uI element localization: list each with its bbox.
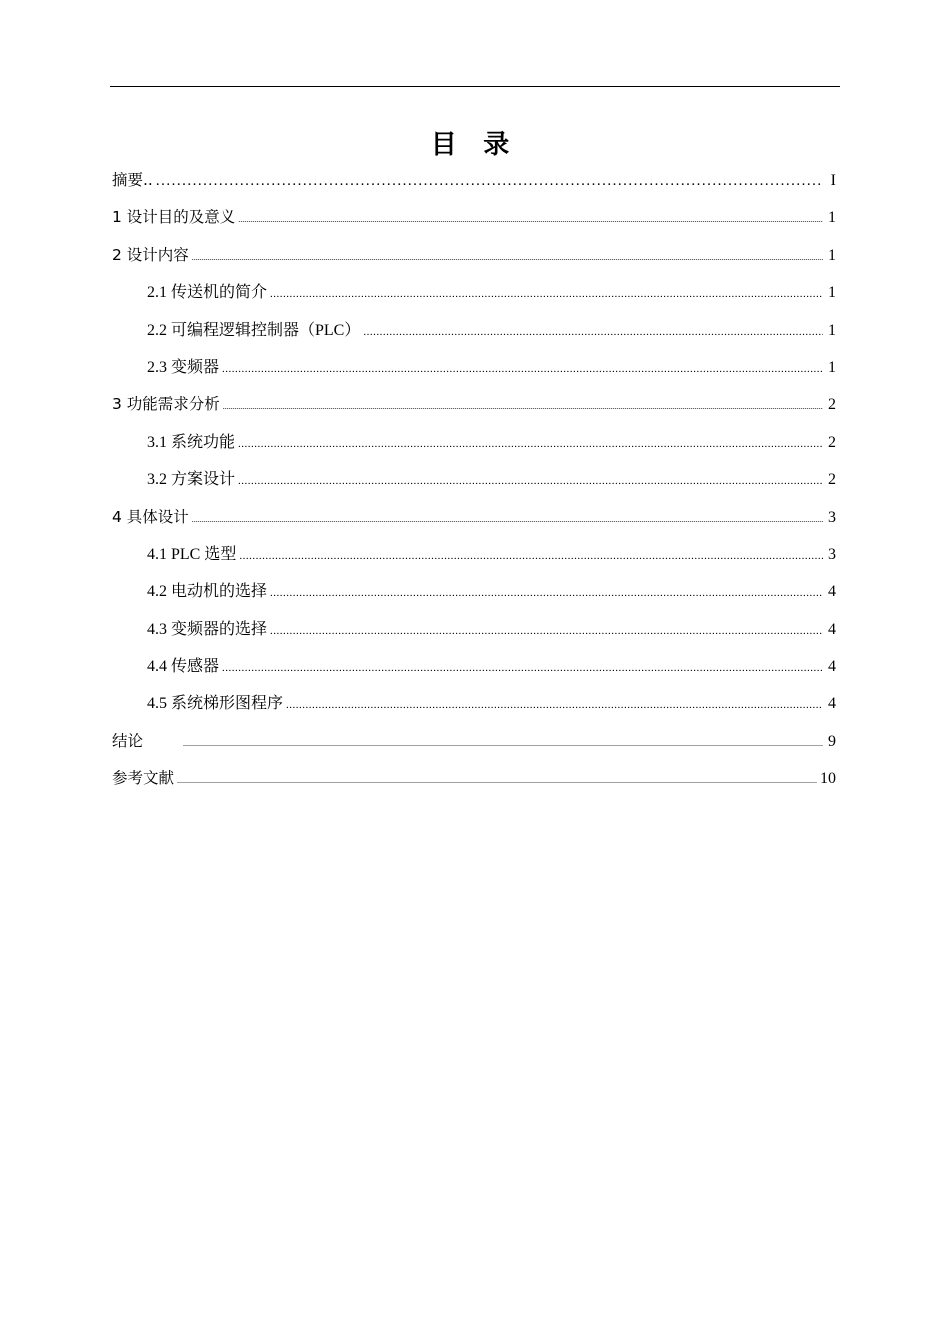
toc-dot-leader bbox=[183, 725, 823, 762]
toc-entry-section-4-3[interactable] bbox=[112, 611, 836, 648]
toc-dot-leader bbox=[238, 426, 823, 463]
toc-entry-label: 4 具体设计 bbox=[112, 507, 189, 526]
toc-entry-section-2[interactable] bbox=[112, 237, 836, 274]
toc-dot-leader bbox=[286, 687, 823, 724]
toc-entry-conclusion[interactable] bbox=[112, 723, 836, 760]
toc-page-number: 3 bbox=[828, 545, 836, 563]
toc-dot-leader bbox=[156, 163, 823, 200]
toc-entry-label: 1 设计目的及意义 bbox=[112, 208, 236, 227]
toc-page-number: 1 bbox=[828, 321, 836, 339]
toc-entry-label: 4.3 变频器的选择 bbox=[147, 620, 268, 638]
page-title: 目 录 bbox=[430, 130, 520, 160]
toc-dot-leader bbox=[192, 239, 823, 276]
toc-dot-leader bbox=[222, 650, 823, 687]
toc-page-number: 1 bbox=[828, 284, 836, 302]
toc-entry-section-1[interactable] bbox=[112, 199, 836, 236]
toc-dot-leader bbox=[239, 538, 823, 575]
toc-entry-label: 4.4 传感器 bbox=[147, 658, 220, 676]
toc-entry-section-3-2[interactable] bbox=[112, 461, 836, 498]
toc-dot-leader bbox=[192, 501, 823, 538]
toc-entry-label: 3.1 系统功能 bbox=[147, 433, 236, 451]
toc-dot-leader bbox=[238, 463, 823, 500]
toc-entry-label: 3.2 方案设计 bbox=[147, 471, 236, 489]
toc-page-number: 1 bbox=[828, 209, 836, 227]
toc-entry-abstract[interactable] bbox=[112, 162, 836, 199]
toc-entry-section-4-2[interactable] bbox=[112, 573, 836, 610]
toc-entry-label: 4.2 电动机的选择 bbox=[147, 583, 268, 601]
toc-entry-label: 2 设计内容 bbox=[112, 245, 189, 264]
toc-dot-leader bbox=[270, 613, 823, 650]
toc-entry-section-2-1[interactable] bbox=[112, 274, 836, 311]
toc-dot-leader bbox=[177, 762, 817, 799]
toc-page-number: 3 bbox=[828, 508, 836, 526]
toc-page-number: 9 bbox=[828, 732, 836, 750]
toc-entry-label: 2.1 传送机的简介 bbox=[147, 284, 268, 302]
toc-page-number: I bbox=[830, 172, 836, 189]
toc-dot-leader bbox=[222, 351, 823, 388]
table-of-contents bbox=[112, 162, 836, 798]
toc-entry-label: 3 功能需求分析 bbox=[112, 395, 220, 414]
toc-entry-section-2-2[interactable] bbox=[112, 312, 836, 349]
toc-page-number: 10 bbox=[820, 770, 836, 788]
toc-page-number: 2 bbox=[828, 433, 836, 451]
toc-entry-section-4-1[interactable] bbox=[112, 536, 836, 573]
toc-entry-label: 4.1 PLC 选型 bbox=[147, 545, 237, 563]
toc-entry-label: 结论 bbox=[112, 731, 144, 750]
toc-entry-section-2-3[interactable] bbox=[112, 349, 836, 386]
toc-entry-section-3[interactable] bbox=[112, 386, 836, 423]
toc-entry-section-4[interactable] bbox=[112, 499, 836, 536]
toc-page-number: 4 bbox=[828, 658, 836, 676]
toc-entry-section-4-5[interactable] bbox=[112, 685, 836, 722]
toc-entry-label: 2.3 变频器 bbox=[147, 358, 220, 376]
toc-page-number: 4 bbox=[828, 620, 836, 638]
toc-entry-label: 参考文献 bbox=[112, 769, 175, 788]
toc-page-number: 4 bbox=[828, 583, 836, 601]
toc-page-number: 4 bbox=[828, 695, 836, 713]
toc-page-number: 1 bbox=[828, 246, 836, 264]
toc-dot-leader bbox=[238, 201, 823, 238]
toc-dot-leader bbox=[270, 276, 823, 313]
toc-dot-leader bbox=[270, 575, 823, 612]
toc-dot-leader bbox=[223, 388, 823, 425]
toc-page-number: 2 bbox=[828, 471, 836, 489]
header-rule bbox=[110, 86, 840, 87]
toc-page-number: 2 bbox=[828, 396, 836, 414]
toc-entry-label: 4.5 系统梯形图程序 bbox=[147, 695, 284, 713]
toc-entry-section-3-1[interactable] bbox=[112, 424, 836, 461]
toc-dot-leader bbox=[363, 314, 823, 351]
toc-entry-references[interactable] bbox=[112, 760, 836, 797]
toc-entry-label: 2.2 可编程逻辑控制器（PLC） bbox=[147, 321, 361, 339]
toc-entry-section-4-4[interactable] bbox=[112, 648, 836, 685]
toc-page-number: 1 bbox=[828, 358, 836, 376]
toc-entry-label: 摘要.. bbox=[112, 171, 153, 189]
